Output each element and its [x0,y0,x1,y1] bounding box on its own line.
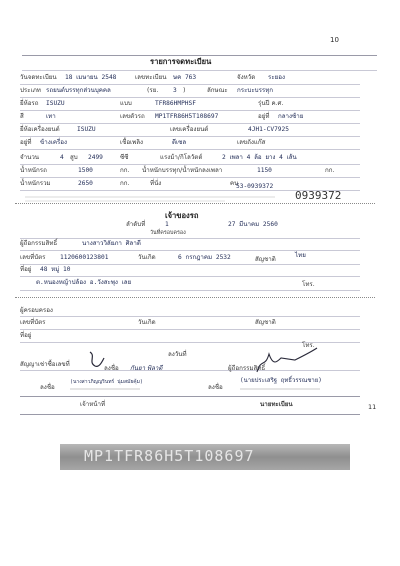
load: 1150 [257,167,272,174]
type-label: ประเภท [20,87,41,94]
row-rule [20,84,360,85]
owner-birth: 6 กรกฎาคม 2532 [178,254,231,261]
owner-date: 27 มีนาคม 2560 [228,221,278,228]
sign2-role: เจ้าหน้าที่ [80,401,106,408]
owner-address1: 48 หมู่ 10 [40,266,71,273]
owner-date-label: วันที่ครอบครอง [150,230,186,236]
brand-label: ยี่ห้อรถ [20,100,39,107]
load-unit: กก. [325,167,335,174]
sign2-label: ลงชื่อ [40,384,55,391]
title-rule [22,70,377,71]
sign2-smudge [70,388,140,390]
row-rule [20,164,360,165]
row-rule [20,250,360,251]
possessor-address-label: ที่อยู่ [20,332,32,339]
fuel: ดีเซล [172,139,187,146]
engine-no: 4JH1-CV7925 [248,126,289,133]
engine-brand: ISUZU [77,126,96,133]
serial-small: 53-0939372 [236,183,274,190]
owner-address2: ต.หนองหญ้าปล้อง อ.วังสะพุง เลย [36,279,132,286]
possessor-birth-label: วันเกิด [138,319,156,326]
row-rule [20,136,360,137]
model: TFR86HMPHSF [155,100,196,107]
row-rule [20,396,360,397]
separator-dots [15,203,375,204]
load-label: น้ำหนักบรรทุก/น้ำหนักลงเพลา [142,167,223,174]
weight-unit: กก. [120,167,130,174]
row-rule [20,276,360,277]
order: 1 [165,221,169,228]
sign2-name: (นางสาวภิญญรินทร์ นุ่มสมัยคุ้ม) [70,379,143,385]
owner-name: นางสาววิลัยภา ศิลาดี [82,240,141,247]
reg-date-label: วันจดทะเบียน [20,74,57,81]
sign3-label: ลงชื่อ [208,384,223,391]
row-rule [20,238,360,239]
color-label: สี [20,113,24,120]
handwritten-signature-1 [86,350,108,370]
weight-label: น้ำหนักรถ [20,167,47,174]
order-label: ลำดับที่ [126,221,146,228]
engine-brand-label: ยี่ห้อเครื่องยนต์ [20,126,60,133]
row-rule [20,290,360,291]
sign3-smudge [240,388,320,390]
total-unit: กก. [120,180,130,187]
owner-nat: ไทย [295,252,306,259]
brand: ISUZU [46,100,65,107]
page-number: 10 [330,36,339,44]
reg-no: ษค 763 [173,74,197,81]
rb-close: ) [183,87,186,94]
owner-birth-label: วันเกิด [138,254,156,261]
possessor-phone-label: โทร. [302,342,315,349]
owner-id-label: เลขที่บัตร [20,254,46,261]
row-rule [20,264,360,265]
chassis-rubbing-text: MP1TFR86H5T108697 [84,447,255,465]
sign3-role: นายทะเบียน [260,401,293,408]
section2-page-number: 11 [368,403,377,411]
province-label: จังหวัด [237,74,256,81]
style-label: ลักษณะ [207,87,228,94]
province: ระยอง [268,74,286,81]
top-rule [22,55,377,56]
row-rule [20,414,360,415]
owner-id: 1120600123801 [60,254,109,261]
sign1-label: ลงชื่อ [104,365,119,372]
scan-smudge [25,200,225,202]
location: กลางซ้าย [278,113,304,120]
style: กระบะบรรทุก [237,87,274,94]
row-rule [20,177,360,178]
color: เทา [46,113,56,120]
rb-value: 3 [173,87,177,94]
contract-label: สัญญาเช่าซื้อเลขที่ [20,361,70,368]
row-rule [20,149,360,150]
reg-no-label: เลขทะเบียน [135,74,167,81]
gas-no-label: เลขถังแก๊ส [237,139,266,146]
model-year-label: รุ่นปี ค.ศ. [258,100,284,107]
type: รถยนต์บรรทุกส่วนบุคคล [46,87,111,94]
hp-label: แรงม้า/กิโลวัตต์ [160,154,203,161]
sign3-name: (นายประเสริฐ ฤทธิ์วรรณชาย) [240,377,322,384]
row-rule [20,329,360,330]
possessor-id-label: เลขที่บัตร [20,319,46,326]
axle-text: 2 เพลา 4 ล้อ ยาง 4 เส้น [222,154,297,161]
sign1-text: กันยา พิลาดี [130,365,163,372]
engine-loc-label: อยู่ที่ [20,139,32,146]
row-rule [20,123,360,124]
chassis: MP1TFR86H5T108697 [155,113,219,120]
cyl-label: จำนวน [20,154,40,161]
owner-name-label: ผู้ถือกรรมสิทธิ์ [20,240,58,247]
rb-label: (รย. [147,87,159,94]
owner-nat-label: สัญชาติ [255,256,276,263]
seats-label: ที่นั่ง [150,180,162,187]
scan-smudge [25,196,275,198]
contract-date-label: ลงวันที่ [168,351,187,358]
possessor-label: ผู้ครอบครอง [20,307,53,314]
seats-unit: คน [230,180,239,187]
row-rule [20,97,360,98]
total: 2650 [78,180,93,187]
cc: 2499 [88,154,103,161]
separator-dots [15,297,375,298]
reg-date: 18 เมษายน 2548 [65,74,117,81]
owner-address-label: ที่อยู่ [20,266,32,273]
row-rule [20,110,360,111]
row-rule [20,316,360,317]
cyl: 4 [60,154,64,161]
total-label: น้ำหนักรวม [20,180,51,187]
engine-no-label: เลขเครื่องยนต์ [170,126,209,133]
weight: 1500 [78,167,93,174]
engine-loc: ข้างเครื่อง [40,139,68,146]
handwritten-signature-2 [255,346,320,376]
location-label: อยู่ที่ [258,113,270,120]
model-label: แบบ [120,100,132,107]
possessor-nat-label: สัญชาติ [255,319,276,326]
owner-phone-label: โทร. [302,281,315,288]
cc-unit: ซีซี [120,154,129,161]
fuel-label: เชื้อเพลิง [120,139,144,146]
section-title-owner: เจ้าของรถ [165,211,199,220]
sign1-caption: ผู้ถือกรรมสิทธิ์ [228,365,266,372]
chassis-label: เลขตัวรถ [120,113,145,120]
section-title-vehicle: รายการจดทะเบียน [150,57,212,66]
cyl-unit: สูบ [70,154,78,161]
serial-large: 0939372 [295,189,342,202]
